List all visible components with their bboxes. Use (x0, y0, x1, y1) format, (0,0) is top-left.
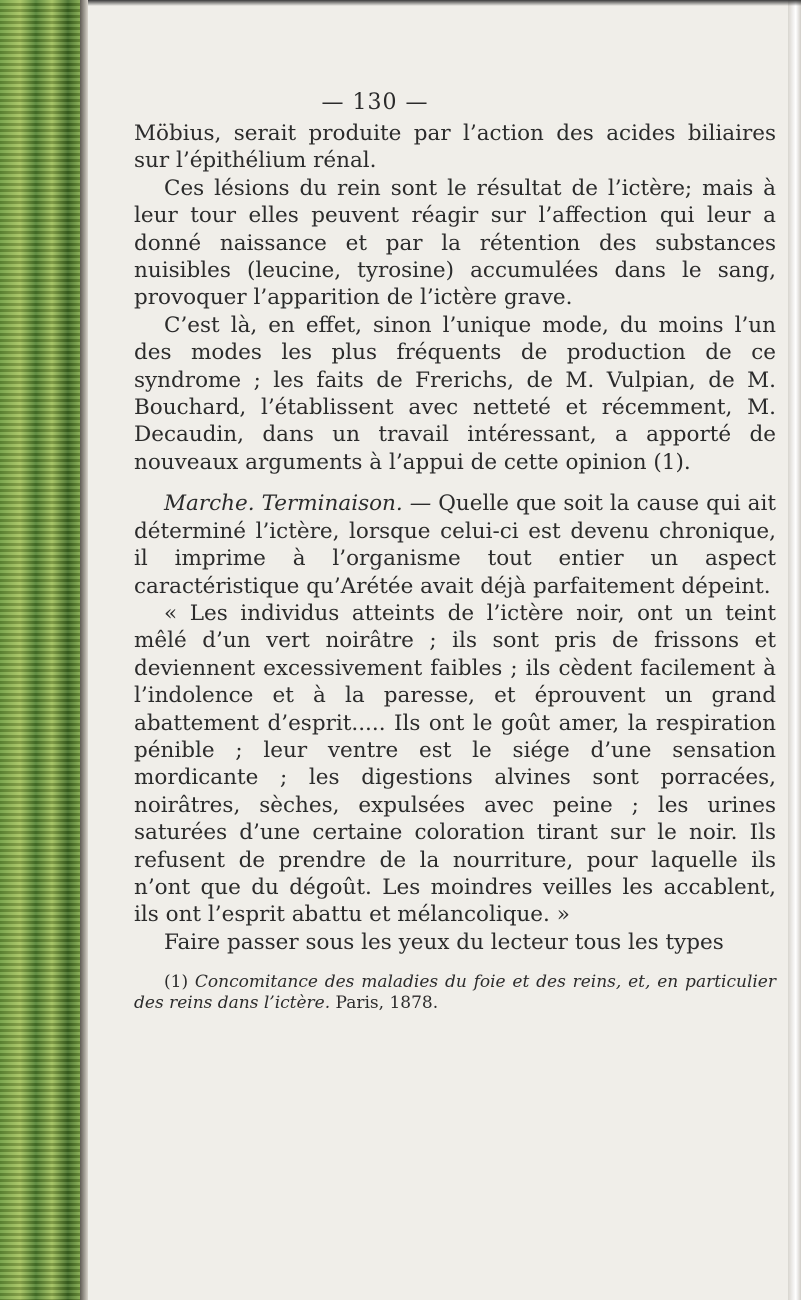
page-number: — 130 — (321, 90, 429, 115)
paragraph-last: Faire passer sous les yeux du lecteur tous les types (164, 929, 724, 955)
book-binding (0, 0, 80, 1300)
footnote-title: Concomitance des maladies du foie et des reins, et, en particulier des reins dans l’ictère. (134, 972, 776, 1014)
top-shadow (88, 0, 801, 6)
section-paragraph (134, 490, 776, 600)
footnote-marker: (1) (164, 972, 195, 993)
section-heading: Marche. Terminaison. — (164, 491, 432, 517)
paragraph-2: Ces lésions du rein sont le résultat de l’ictère; mais à leur tour elles peuvent réagir sur l’affection qui leur a donné naissance et par la rétention des substances nuisibles (leucine, tyrosine) accumulées dans le sang, provoquer l’apparition de l’ictère grave. (134, 175, 776, 311)
footnote (134, 972, 776, 1014)
quote-paragraph: « Les individus atteints de l’ictère noir, ont un teint mêlé d’un vert noirâtre ; ils sont pris de frissons et deviennent excessivement faibles ; ils cèdent facilement à l’indolence et à la paresse, et éprouvent un grand abattement d’esprit..... Ils ont le goût amer, la respiration pénible ; leur ventre est le siége d’une sensation mordicante ; les digestions alvines sont porracées, noirâtres, sèches, expulsées avec peine ; les urines saturées d’une certaine coloration tirant sur le noir. Ils refusent de prendre de la nourriture, pour laquelle ils n’ont que du dégoût. Les moindres veilles les accablent, ils ont l’esprit abattu et mélancolique. » (134, 600, 776, 928)
section-text: Quelle que soit la cause qui ait déterminé l’ictère, lorsque celui-ci est devenu chronique, il imprime à l’organisme tout entier un aspect caractéristique qu’Arétée avait déjà parfaitement dépeint. (134, 491, 776, 599)
page-gutter (80, 0, 88, 1300)
body-text (134, 120, 776, 1014)
paragraph-3: C’est là, en effet, sinon l’unique mode, du moins l’un des modes les plus fréquents de production de ce syndrome ; les faits de Frerichs, de M. Vulpian, de M. Bouchard, l’établissent avec netteté et récemment, M. Decaudin, dans un travail intéressant, a apporté de nouveaux arguments à l’appui de cette opinion (1). (134, 312, 776, 475)
footnote-place-date: Paris, 1878. (330, 993, 439, 1014)
paragraph-1: Möbius, serait produite par l’action des acides biliaires sur l’épithélium rénal. (134, 121, 776, 174)
page-edge (788, 0, 801, 1300)
